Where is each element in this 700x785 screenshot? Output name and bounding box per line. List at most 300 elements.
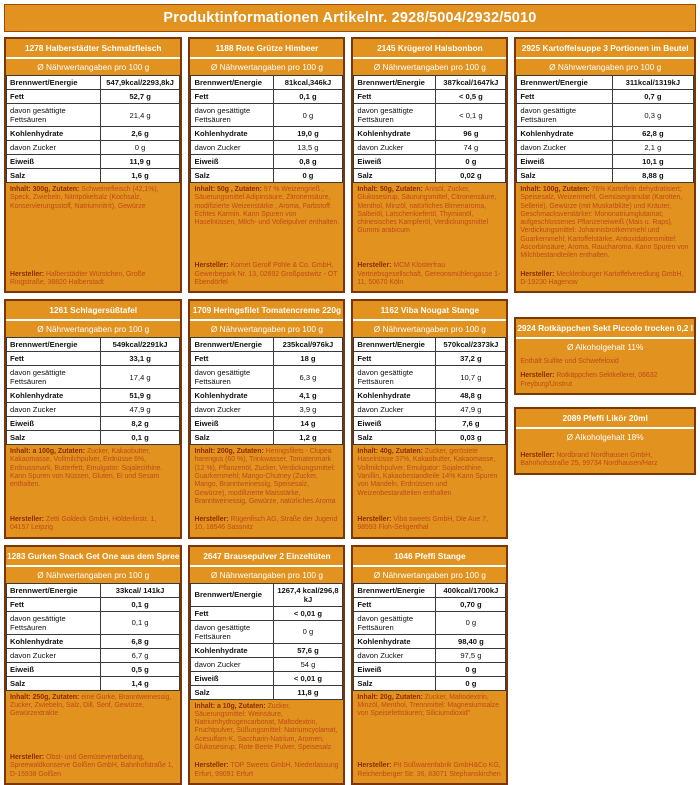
nutrition-row [191, 366, 343, 389]
nutrition-row-label: Eiweiß [354, 662, 436, 676]
ingredients-label: Inhalt: 50g, Zutaten: [357, 186, 425, 193]
nutrition-table [353, 337, 506, 445]
product-card-subtitle: Ø Alkoholgehalt 18% [516, 429, 694, 445]
nutrition-row-label: davon gesättigte Fettsäuren [354, 366, 436, 389]
nutrition-row-value: 0,1 g [100, 431, 180, 445]
manufacturer-value: Komet Gerolf Pöhle & Co. GmbH, Gewerbepark Nr. 13, 02692 Großpostwitz - OT Ebendörfel [194, 262, 338, 286]
ingredients-text [520, 186, 690, 263]
nutrition-row-value: 0,5 g [100, 662, 180, 676]
manufacturer-label: Hersteller: [357, 516, 392, 524]
nutrition-row [191, 403, 343, 417]
nutrition-row-label: Eiweiß [191, 671, 273, 685]
nutrition-row-value: 21,4 g [100, 104, 180, 127]
nutrition-row-label: Eiweiß [354, 155, 436, 169]
nutrition-row-label: davon gesättigte Fettsäuren [191, 620, 273, 643]
nutrition-table [190, 75, 343, 183]
nutrition-row-value: 6,3 g [273, 366, 343, 389]
manufacturer-label: Hersteller: [10, 270, 45, 278]
nutrition-row [7, 417, 180, 431]
nutrition-row-value: 96 g [436, 127, 506, 141]
nutrition-row-value: 6,8 g [100, 634, 180, 648]
nutrition-row-value: 0,3 g [612, 104, 693, 127]
product-card [351, 545, 508, 785]
nutrition-row [191, 685, 343, 699]
manufacturer-text [10, 746, 176, 779]
manufacturer-label: Hersteller: [357, 262, 392, 270]
manufacturer-text [520, 370, 690, 389]
nutrition-row-label: Fett [7, 597, 101, 611]
product-card-footer [516, 445, 694, 473]
nutrition-row-value: 62,8 g [612, 127, 693, 141]
nutrition-row-value: 0,1 g [273, 90, 343, 104]
nutrition-row [191, 169, 343, 183]
nutrition-row-value: 0,70 g [436, 597, 506, 611]
nutrition-row [191, 583, 343, 606]
manufacturer-label: Hersteller: [10, 754, 45, 762]
nutrition-row [191, 127, 343, 141]
nutrition-row [354, 76, 506, 90]
right-column-stack [514, 317, 696, 474]
nutrition-row [7, 155, 180, 169]
manufacturer-text [10, 508, 176, 533]
nutrition-row [191, 338, 343, 352]
nutrition-row [354, 338, 506, 352]
nutrition-row-value: 52,7 g [100, 90, 180, 104]
nutrition-row-value: < 0,5 g [436, 90, 506, 104]
ingredients-text [357, 448, 502, 500]
nutrition-row-label: davon Zucker [354, 648, 436, 662]
nutrition-row-label: Eiweiß [354, 417, 436, 431]
ingredients-label: Inhalt: 250g, Zutaten: [10, 693, 82, 701]
nutrition-row-value: 18 g [273, 352, 343, 366]
ingredients-list: Zucker, geröstete Haselnüsse 37%, Kakaobutter, Kakaomasse, Vollmilchpulver, Emulgator: Sojalecithine, Vanillin, Kakaobestandteile 14% Kann Spuren von Mandeln, Erdnüssen und Weizenbestandteilen enthalten [357, 448, 498, 497]
nutrition-row-value: 97,5 g [436, 648, 506, 662]
nutrition-row-label: Kohlenhydrate [7, 389, 101, 403]
nutrition-row-label: Salz [7, 431, 101, 445]
nutrition-row [7, 634, 180, 648]
manufacturer-text [194, 254, 339, 287]
manufacturer-text [357, 254, 502, 287]
nutrition-row [7, 338, 180, 352]
product-card-title: 1046 Pfeffi Stange [353, 547, 506, 567]
nutrition-row-value: < 0,01 g [273, 671, 343, 685]
nutrition-row [517, 76, 694, 90]
nutrition-row-label: davon Zucker [354, 141, 436, 155]
nutrition-row-label: Eiweiß [7, 155, 101, 169]
nutrition-row [354, 169, 506, 183]
manufacturer-text [357, 754, 502, 779]
product-card-footer [353, 445, 506, 537]
nutrition-row-label: davon gesättigte Fettsäuren [7, 104, 101, 127]
manufacturer-value: Nordbrand Nordhausen GmbH, Bahnhofsstraße 25, 99734 Nordhausen/Harz [520, 451, 658, 468]
nutrition-row-label: Brennwert/Energie [517, 76, 612, 90]
nutrition-row-value: 2,6 g [100, 127, 180, 141]
ingredients-text [10, 694, 176, 721]
nutrition-row-value: 8,88 g [612, 169, 693, 183]
nutrition-row-label: davon Zucker [191, 141, 273, 155]
nutrition-row-label: Salz [517, 169, 612, 183]
nutrition-row-value: 0,02 g [436, 169, 506, 183]
nutrition-row-label: Salz [191, 169, 273, 183]
nutrition-row [354, 127, 506, 141]
product-card-footer [353, 183, 506, 291]
product-card-title: 2924 Rotkäppchen Sekt Piccolo trocken 0,2 l [516, 319, 694, 339]
nutrition-row [354, 417, 506, 431]
nutrition-row [7, 127, 180, 141]
nutrition-row [191, 431, 343, 445]
nutrition-row-value: 17,4 g [100, 366, 180, 389]
ingredients-list: Zucker, Maltodextrin, Minzöl, Menthol, Trennmittel: Magnesiumsalze von Speisefettsäuren; Siliciumdioxid" [357, 693, 500, 718]
product-card-subtitle: Ø Nährwertangaben pro 100 g [353, 59, 506, 75]
nutrition-row-value: 547,9kcal/2293,8kJ [100, 76, 180, 90]
nutrition-row [7, 76, 180, 90]
product-card-subtitle: Ø Nährwertangaben pro 100 g [516, 59, 694, 75]
nutrition-row [191, 90, 343, 104]
nutrition-row-value: 13,5 g [273, 141, 343, 155]
ingredients-text [194, 448, 339, 508]
ingredients-list: Heringsfilets - Clupea harengus (60 %), Trinkwasser, Tomatenmark (12 %), Pflanzenöl, Zucker, Verdickungsmittel: Guarkernmehl; Mango-Chutney (Zucker, Mango, Branntweinessig, Speisesalz, Gewürze), modifizierte Maisstärke, Branntweinessig, Gewürze, natürliches Aroma [194, 448, 336, 505]
product-card-title: 1283 Gurken Snack Get One aus dem Spree [6, 547, 180, 567]
nutrition-row-value: 33kcal/ 141kJ [100, 583, 180, 597]
manufacturer-value: TOP Sweets GmbH, Niederlassung Erfurt, 99091 Erfurt [194, 762, 339, 778]
nutrition-row [354, 634, 506, 648]
nutrition-row [7, 583, 180, 597]
ingredients-list: Enthält Sulfite und Schwefeloxid [520, 358, 619, 366]
nutrition-row [354, 648, 506, 662]
nutrition-row-label: Salz [191, 431, 273, 445]
nutrition-row-label: Fett [191, 90, 273, 104]
ingredients-list: Anisöl, Zucker, Glukosesirup, Säurungsmittel, Citronensäure, Menthol, Minzöl, natürliches Birnenaroma, Salbeiöl, Latschenkieferöl, Thymianöl, chinesisches Kampferöl, Verdickungsmittel Gummi arabicum [357, 186, 497, 235]
ingredients-list: Zucker, Kakaobutter, Kakaomasse, Vollmilchpulver, Erdnüsse 6%, Erdnussmark, Butterfett, Emulgator: Sojalecithine. Kann Spuren von Nüssen, Gluten, Ei und Sesam enthalten. [10, 448, 163, 489]
product-card [514, 407, 696, 475]
nutrition-row-label: Eiweiß [191, 417, 273, 431]
nutrition-row-value: 0 g [436, 155, 506, 169]
manufacturer-label: Hersteller: [520, 372, 555, 380]
ingredients-text [357, 186, 502, 238]
nutrition-row-label: davon gesättigte Fettsäuren [191, 366, 273, 389]
nutrition-row-label: Salz [354, 431, 436, 445]
nutrition-row-label: Brennwert/Energie [7, 338, 101, 352]
nutrition-row [354, 676, 506, 690]
ingredients-text [357, 694, 502, 721]
nutrition-row [354, 662, 506, 676]
nutrition-row-value: 10,7 g [436, 366, 506, 389]
nutrition-row-label: Kohlenhydrate [7, 127, 101, 141]
nutrition-row [191, 141, 343, 155]
product-card [351, 299, 508, 539]
nutrition-row-value: < 0,1 g [436, 104, 506, 127]
product-card [514, 317, 696, 395]
product-card-title: 1261 Schlagersüßtafel [6, 301, 180, 321]
nutrition-row-label: Fett [191, 352, 273, 366]
nutrition-row-value: 0 g [100, 141, 180, 155]
nutrition-row-value: 0 g [273, 169, 343, 183]
nutrition-row [7, 662, 180, 676]
nutrition-row [7, 597, 180, 611]
nutrition-row [191, 389, 343, 403]
nutrition-row-label: Brennwert/Energie [354, 583, 436, 597]
ingredients-list: eine Gurke, Branntweinessig, Zucker, Zwiebeln, Salz, Dill, Senf, Gewürze, Gewürzextrakte [10, 693, 172, 718]
nutrition-row [7, 389, 180, 403]
nutrition-row-value: 19,0 g [273, 127, 343, 141]
nutrition-row-value: 0 g [436, 676, 506, 690]
ingredients-label: Inhalt: 300g, Zutaten: [10, 186, 82, 193]
nutrition-row-value: 570kcal/2373kJ [436, 338, 506, 352]
manufacturer-label: Hersteller: [357, 762, 392, 770]
nutrition-row-label: Kohlenhydrate [7, 634, 101, 648]
nutrition-table [6, 75, 180, 183]
nutrition-row-label: Brennwert/Energie [354, 338, 436, 352]
nutrition-row-label: Salz [7, 169, 101, 183]
nutrition-row-value: 0 g [273, 104, 343, 127]
product-card [4, 545, 182, 785]
nutrition-row-label: Salz [354, 676, 436, 690]
product-card-footer [190, 700, 343, 783]
nutrition-row [191, 643, 343, 657]
ingredients-list: 76% Kartoffeln dehydratisiert; Speisesalz, Weizenmehl, Gemüsegranulat (Karotten, Sellerie), Gewürze (mit Muskatblüte) und Kräuter, Geschmacksverstärker: Mononatriumglutamat; aufgeschlossenes Pflanzeneiweiß (Mais u. Raps), Verdickungsmittel: Johannisbrotkernmehl und Guarkernmehl; Kartoffelstärke, Antioxidationsmittel: Ascorbinsäure; Aroma, Raucharoma. Kann Spuren von Milchbestandteilen enthalten. [520, 186, 689, 260]
manufacturer-label: Hersteller: [194, 262, 229, 270]
nutrition-row-label: Fett [354, 90, 436, 104]
manufacturer-text [520, 450, 690, 469]
product-card-footer [6, 691, 180, 783]
manufacturer-value: Rügenfisch AG, Straße der Jugend 10, 18546 Sassnitz [194, 516, 338, 532]
nutrition-row [191, 352, 343, 366]
nutrition-row-value: 11,8 g [273, 685, 343, 699]
manufacturer-value: Mecklenburger Kartoffelveredlung GmbH, D-19230 Hagenow [520, 270, 684, 286]
nutrition-row [517, 141, 694, 155]
nutrition-row-label: Eiweiß [517, 155, 612, 169]
ingredients-text [520, 358, 690, 368]
nutrition-row-label: davon Zucker [7, 403, 101, 417]
nutrition-row-value: 48,8 g [436, 389, 506, 403]
manufacturer-text [10, 263, 176, 288]
nutrition-row-value: 11,9 g [100, 155, 180, 169]
product-card-title: 1278 Halberstädter Schmalzfleisch [6, 39, 180, 59]
ingredients-label: Inhalt: a 10g, Zutaten: [194, 702, 268, 710]
manufacturer-value: Rotkäppchen Sektkellerei, 06632 Freyburg/Unstrut [520, 372, 658, 388]
manufacturer-text [520, 263, 690, 288]
nutrition-row-label: Eiweiß [7, 417, 101, 431]
nutrition-row [354, 597, 506, 611]
nutrition-row-label: Eiweiß [191, 155, 273, 169]
manufacturer-text [194, 754, 339, 779]
nutrition-row-value: 2,1 g [612, 141, 693, 155]
nutrition-row-value: 311kcal/1319kJ [612, 76, 693, 90]
nutrition-row [354, 90, 506, 104]
nutrition-row-label: Eiweiß [7, 662, 101, 676]
manufacturer-label: Hersteller: [10, 516, 45, 524]
nutrition-row-label: Kohlenhydrate [191, 389, 273, 403]
nutrition-row-value: 14 g [273, 417, 343, 431]
product-card [188, 299, 345, 539]
manufacturer-label: Hersteller: [194, 516, 229, 524]
manufacturer-label: Hersteller: [520, 451, 555, 459]
product-card-footer [190, 183, 343, 291]
nutrition-row-value: 6,7 g [100, 648, 180, 662]
nutrition-row-value: 4,1 g [273, 389, 343, 403]
nutrition-row-label: davon gesättigte Fettsäuren [354, 104, 436, 127]
nutrition-row-value: 33,1 g [100, 352, 180, 366]
nutrition-row-label: davon Zucker [354, 403, 436, 417]
nutrition-row-label: Brennwert/Energie [7, 583, 101, 597]
ingredients-text [10, 448, 176, 491]
nutrition-row [517, 127, 694, 141]
nutrition-row-label: Kohlenhydrate [517, 127, 612, 141]
nutrition-row [191, 155, 343, 169]
nutrition-row [7, 352, 180, 366]
manufacturer-value: Viba sweets GmbH, Die Aue 7, 98593 Floh-Seligenthal [357, 516, 488, 532]
product-card-footer [6, 445, 180, 537]
nutrition-row-label: Brennwert/Energie [191, 76, 273, 90]
nutrition-row-value: 47,9 g [436, 403, 506, 417]
nutrition-row-label: davon Zucker [7, 141, 101, 155]
nutrition-row-value: 400kcal/1700kJ [436, 583, 506, 597]
cards-grid [4, 37, 696, 785]
nutrition-row [517, 90, 694, 104]
nutrition-row [7, 403, 180, 417]
nutrition-row [7, 611, 180, 634]
product-card-footer [516, 183, 694, 291]
nutrition-row-label: Fett [7, 90, 101, 104]
product-card-title: 2145 Krügerol Halsbonbon [353, 39, 506, 59]
nutrition-row [354, 141, 506, 155]
nutrition-row-value: 1,4 g [100, 676, 180, 690]
nutrition-row-label: Fett [191, 606, 273, 620]
product-card-subtitle: Ø Nährwertangaben pro 100 g [353, 321, 506, 337]
nutrition-row-label: davon gesättigte Fettsäuren [191, 104, 273, 127]
nutrition-row-value: 0,03 g [436, 431, 506, 445]
nutrition-row-value: 0,1 g [100, 597, 180, 611]
nutrition-row [354, 155, 506, 169]
nutrition-table [6, 337, 180, 445]
nutrition-row [354, 403, 506, 417]
product-card-footer [6, 183, 180, 291]
product-card-subtitle: Ø Nährwertangaben pro 100 g [190, 321, 343, 337]
nutrition-table [190, 583, 343, 700]
product-card-footer [516, 355, 694, 393]
nutrition-row-label: Kohlenhydrate [354, 634, 436, 648]
ingredients-text [194, 703, 339, 755]
page-title: Produktinformationen Artikelnr. 2928/5004/2932/5010 [4, 4, 696, 32]
product-card-subtitle: Ø Nährwertangaben pro 100 g [6, 59, 180, 75]
nutrition-row [191, 606, 343, 620]
nutrition-row-value: 74 g [436, 141, 506, 155]
product-card [4, 299, 182, 539]
manufacturer-value: MCM Klosterfrau Vertriebsgesellschaft, Gereonsmühlengasse 1-11, 50670 Köln [357, 262, 501, 286]
nutrition-row-value: 1267,4 kcal/296,8 kJ [273, 583, 343, 606]
nutrition-row [354, 611, 506, 634]
nutrition-row-label: davon Zucker [7, 648, 101, 662]
nutrition-row-value: 47,9 g [100, 403, 180, 417]
nutrition-row [7, 648, 180, 662]
nutrition-row-label: davon Zucker [517, 141, 612, 155]
product-card-subtitle: Ø Alkoholgehalt 11% [516, 339, 694, 355]
product-card-title: 2089 Pfeffi Likör 20ml [516, 409, 694, 429]
product-card [188, 37, 345, 293]
nutrition-row-label: davon gesättigte Fettsäuren [517, 104, 612, 127]
product-card-subtitle: Ø Nährwertangaben pro 100 g [6, 321, 180, 337]
nutrition-row [191, 620, 343, 643]
nutrition-table [6, 583, 180, 691]
ingredients-label: Inhalt: a 100g, Zutaten: [10, 448, 87, 456]
nutrition-row [191, 657, 343, 671]
product-card [4, 37, 182, 293]
ingredients-list: Zucker, Säuerungsmittel: Weinsäure, Natriumhydrogencarbonat, Maltodextrin, Fruchtpulver, Süßungsmittel: Natriumcyclamat, Acesulfam-K, Saccharin-Natrium, Aromen, Glukosesirup, Rote Beete Pulver, Speisesalz [194, 702, 338, 752]
nutrition-row-label: Brennwert/Energie [191, 583, 273, 606]
nutrition-row-label: Brennwert/Energie [191, 338, 273, 352]
nutrition-row-label: Brennwert/Energie [7, 76, 101, 90]
nutrition-row-value: 387kcal/1647kJ [436, 76, 506, 90]
nutrition-row-value: 57,6 g [273, 643, 343, 657]
nutrition-row-value: 0 g [436, 662, 506, 676]
nutrition-row-value: 0,8 g [273, 155, 343, 169]
nutrition-row-label: Kohlenhydrate [191, 643, 273, 657]
nutrition-row-label: Fett [7, 352, 101, 366]
ingredients-label: Inhalt: 50g , Zutaten: [194, 186, 264, 193]
nutrition-row-label: Brennwert/Energie [354, 76, 436, 90]
manufacturer-text [357, 508, 502, 533]
nutrition-row [7, 169, 180, 183]
nutrition-row-label: davon gesättigte Fettsäuren [7, 611, 101, 634]
nutrition-row-label: Fett [517, 90, 612, 104]
ingredients-list: 97 % Weizengrieß , Säuerungsmittel Adipinsäure, Zitronensäure, modifizierte Weizenstärke , Aroma, Farbstoff: Echtes Karmin. Kann Spuren von Haselnüssen, Milch- und Volleipulver enthalten. [194, 186, 340, 227]
nutrition-row-value: 549kcal/2291kJ [100, 338, 180, 352]
ingredients-label: Inhalt: 200g, Zutaten: [194, 448, 266, 456]
ingredients-label: Inhalt: 20g, Zutaten: [357, 693, 425, 701]
nutrition-row [191, 104, 343, 127]
nutrition-row-label: Salz [354, 169, 436, 183]
product-card-footer [353, 691, 506, 783]
nutrition-row [354, 431, 506, 445]
nutrition-row-label: davon Zucker [191, 403, 273, 417]
product-card [514, 37, 696, 293]
ingredients-label: Inhalt: 100g, Zutaten: [520, 186, 592, 193]
nutrition-table [353, 75, 506, 183]
nutrition-row-value: 7,6 g [436, 417, 506, 431]
nutrition-row-value: 0 g [436, 611, 506, 634]
nutrition-row-value: 3,9 g [273, 403, 343, 417]
product-card-title: 2925 Kartoffelsuppe 3 Portionen im Beutel [516, 39, 694, 59]
nutrition-row [517, 169, 694, 183]
nutrition-row [7, 90, 180, 104]
nutrition-row-value: 235kcal/976kJ [273, 338, 343, 352]
nutrition-row-label: davon gesättigte Fettsäuren [7, 366, 101, 389]
nutrition-row-label: Kohlenhydrate [354, 389, 436, 403]
nutrition-row-value: 8,2 g [100, 417, 180, 431]
nutrition-row [191, 671, 343, 685]
manufacturer-value: Pit Süßwarenfabrik GmbH&Co KG, Reichenberger Str. 36, 83071 Stephanskirchen [357, 762, 501, 778]
nutrition-row-label: Salz [7, 676, 101, 690]
nutrition-row [354, 366, 506, 389]
nutrition-row [7, 366, 180, 389]
nutrition-row-label: Fett [354, 597, 436, 611]
manufacturer-value: Halberstädter Würstchen, Große Ringstraße, 38820 Halberstadt [10, 270, 146, 286]
nutrition-row [517, 104, 694, 127]
nutrition-row [191, 417, 343, 431]
ingredients-label: Inhalt: 40g, Zutaten: [357, 448, 425, 456]
nutrition-row-value: < 0,01 g [273, 606, 343, 620]
product-card-subtitle: Ø Nährwertangaben pro 100 g [6, 567, 180, 583]
manufacturer-text [194, 508, 339, 533]
product-card-subtitle: Ø Nährwertangaben pro 100 g [353, 567, 506, 583]
product-card-title: 1188 Rote Grütze Himbeer [190, 39, 343, 59]
product-card-subtitle: Ø Nährwertangaben pro 100 g [190, 567, 343, 583]
product-card [351, 37, 508, 293]
manufacturer-value: Obst- und Gemüseverarbeitung, Spreewaldkonserve Golßen GmbH, Bahnhofstraße 1, D-15938 Golßen [10, 754, 174, 778]
nutrition-row-value: 0 g [273, 620, 343, 643]
nutrition-row-label: Salz [191, 685, 273, 699]
nutrition-row-label: Fett [354, 352, 436, 366]
